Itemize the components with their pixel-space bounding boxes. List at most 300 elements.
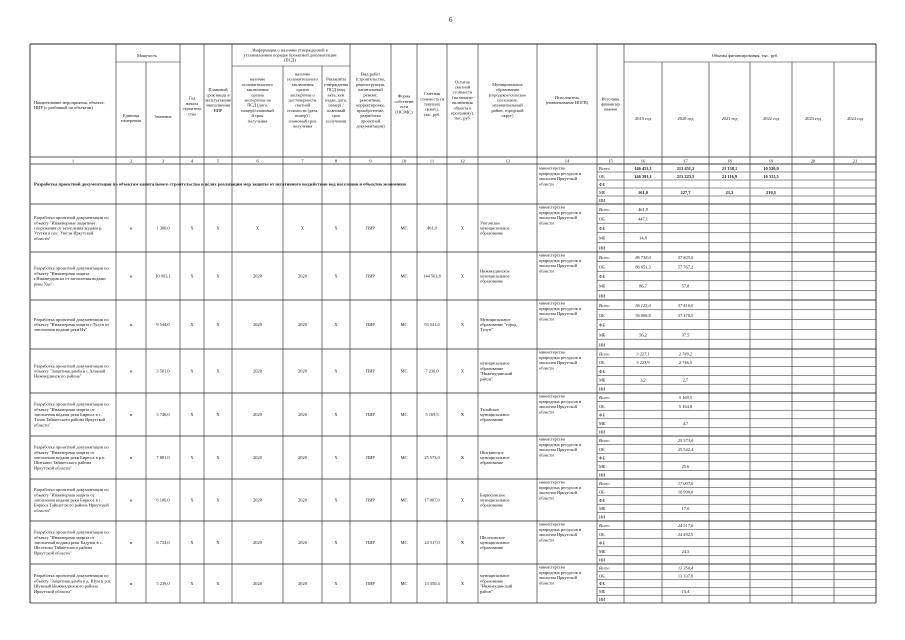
object-value: 6 734,0 — [156, 540, 170, 545]
object-psd-approval: Х — [334, 581, 338, 586]
object-executor: области — [539, 495, 554, 501]
object-municipality: Талайское — [480, 406, 500, 412]
col-number: 8 — [334, 158, 338, 164]
col-number: 10 — [401, 158, 407, 164]
object-municipality: Шиткинское — [480, 449, 504, 455]
header-plan-term: НИР — [213, 107, 223, 113]
funding-source: Всего — [599, 395, 610, 401]
funding-value: 2,7 — [682, 377, 689, 383]
funding-value: 24 517,0 — [677, 523, 694, 529]
funding-source: Всего — [599, 438, 610, 444]
object-psd-approval: Х — [334, 225, 338, 231]
funding-value: 17,0 — [681, 506, 690, 512]
object-balance: Х — [460, 368, 465, 374]
col-number: 5 — [216, 158, 220, 164]
object-municipality: образование — [480, 460, 504, 466]
object-psd-expertise: 2020 — [253, 581, 262, 586]
funding-value: 161,0 — [638, 189, 648, 195]
object-plan-term: Х — [216, 455, 220, 460]
object-psd-approval: Х — [334, 540, 338, 545]
object-executor: министерство — [539, 564, 565, 570]
object-executor: министерство — [539, 479, 565, 485]
header-estimate-cost: тыс. руб. — [423, 111, 441, 117]
object-name: затопления водами реки Бирюса в р.п. — [34, 455, 106, 460]
object-municipality: Шелеховское — [480, 534, 505, 540]
funding-value: 10 315,5 — [763, 173, 779, 179]
funding-value: 146 453,1 — [634, 165, 652, 171]
header-work-type: корректировка, — [356, 102, 385, 108]
funding-value: 213 223,5 — [676, 173, 695, 179]
header-executor: Исполнитель — [554, 94, 580, 100]
object-name: затопления водами реки Бирюса в с. — [34, 412, 102, 417]
object-name: Разработка проектной документации по — [34, 401, 109, 407]
object-municipality: район" — [480, 376, 493, 382]
header-psd-approval: ПСД (вид — [326, 87, 346, 93]
object-unit: м — [129, 368, 133, 374]
object-name: Иркутской области" — [34, 465, 72, 471]
object-ownership: МС — [400, 412, 408, 417]
funding-value: 25,6 — [681, 463, 690, 469]
object-unit: м — [129, 540, 133, 545]
section-title: Разработка проектной документации по объектам капитального строительства в целях реализации мер защиты от негативного воздействия вод населения и объектов экономики — [34, 181, 406, 187]
object-unit: м — [129, 497, 133, 503]
header-estimate-cost: текущих — [423, 101, 441, 107]
object-name: объекту "Инженерная защита от — [34, 449, 95, 455]
object-ownership: МС — [400, 273, 408, 279]
header-psd-expertise: заключения — [246, 87, 269, 93]
object-value: 7 881,0 — [156, 455, 170, 460]
object-name: объекту "Защитная дамба в д. Шум и р.п. — [34, 578, 112, 584]
funding-source: Всего — [599, 206, 610, 212]
funding-value: 24,5 — [681, 548, 690, 554]
object-municipality: образование — [480, 365, 504, 371]
funding-source: Всего — [599, 351, 610, 357]
object-executor: области — [539, 452, 554, 458]
object-estimate-cost: 144 563,8 — [423, 273, 441, 279]
object-municipality: муниципальное — [480, 412, 510, 417]
header-ownership: (ОС/МС) — [395, 109, 413, 115]
object-ownership: МС — [400, 497, 408, 503]
header-psd-estimate: номер) / — [294, 113, 311, 119]
object-unit: м — [129, 455, 133, 460]
object-municipality: Тулун" — [480, 327, 493, 333]
object-value: 3 746,0 — [156, 412, 170, 417]
col-number: 2 — [129, 158, 133, 164]
object-name: Иркутской области" — [34, 550, 72, 556]
object-estimate-cost: 13 350,4 — [424, 581, 440, 586]
header-funding: Объемы финансирования, тыс. руб. — [711, 53, 779, 58]
col-number: 15 — [608, 158, 613, 164]
object-estimate-cost: 461,9 — [427, 225, 437, 231]
header-unit: измерения — [121, 118, 141, 124]
funding-source: Всего — [599, 523, 610, 529]
object-plan-term: Х — [216, 581, 220, 586]
object-name: реки Уда" — [34, 281, 53, 287]
object-estimate-cost: 25 573,0 — [424, 455, 440, 460]
funding-source: МБ — [599, 377, 606, 383]
object-work-type: ПИР — [366, 273, 375, 279]
funding-source: Всего — [599, 303, 610, 309]
header-psd-estimate: получения — [292, 123, 313, 129]
object-estimate-cost: 24 517,0 — [424, 540, 440, 545]
object-estimate-cost: 5 169,5 — [425, 412, 439, 417]
object-psd-estimate: 2020 — [298, 273, 307, 279]
object-work-type: ПИР — [366, 581, 375, 586]
col-number: 3 — [161, 158, 165, 164]
object-balance: Х — [460, 497, 465, 503]
object-value: 1 300,0 — [156, 225, 170, 231]
object-executor: экологии Иркутской — [539, 404, 577, 410]
funding-source: ИИ — [599, 472, 606, 478]
object-executor: природных ресурсов и — [539, 484, 582, 490]
object-executor: природных ресурсов и — [539, 526, 582, 532]
object-balance: Х — [460, 225, 465, 231]
header-psd-expertise: положительного — [242, 81, 273, 87]
header-psd-expertise: экспертизы на — [244, 97, 271, 103]
funding-value: 2 746,5 — [678, 360, 693, 366]
header-psd-estimate: достоверности — [288, 97, 317, 103]
header-psd-expertise: наличие — [249, 76, 266, 82]
funding-source: ФБ — [599, 497, 605, 503]
object-plan-term: Х — [216, 540, 220, 545]
col-number: 1 — [71, 158, 75, 164]
object-year-start: Х — [190, 412, 194, 417]
object-year-start: Х — [190, 540, 194, 545]
funding-value: 461,9 — [638, 206, 648, 212]
object-name: области" — [34, 235, 51, 241]
object-name: Угутки в пос. Уюгэн Иркутской — [34, 230, 94, 236]
col-number: 20 — [810, 158, 816, 164]
funding-source: ИИ — [599, 429, 606, 435]
funding-source: ОБ — [599, 360, 605, 366]
object-executor: природных ресурсов и — [539, 209, 582, 215]
object-executor: экологии Иркутской — [539, 447, 577, 453]
object-name: области" — [34, 422, 51, 428]
object-psd-approval: Х — [334, 273, 338, 279]
funding-source: ИИ — [599, 293, 606, 299]
object-municipality: муниципальное — [480, 273, 510, 279]
funding-source: МБ — [599, 506, 606, 512]
header-psd-estimate: экспертизы о — [290, 92, 315, 98]
object-name: объекту "Защитная дамба в с.Алзамай — [34, 368, 106, 374]
funding-source: ОБ — [599, 446, 605, 452]
object-plan-term: Х — [216, 322, 220, 327]
funding-value: 10 520,0 — [763, 165, 779, 171]
object-name: Разработка проектной документации по — [34, 316, 109, 322]
funding-source: ФБ — [599, 181, 605, 187]
object-unit: м — [129, 412, 133, 417]
funding-source: МБ — [599, 189, 606, 195]
object-plan-term: Х — [216, 225, 220, 231]
header-unit: Единица — [122, 112, 140, 118]
section-executor: природных ресурсов и — [539, 170, 582, 176]
object-psd-approval: Х — [334, 455, 338, 460]
object-name: Нижнеудинского района" — [34, 373, 82, 379]
funding-source: Всего — [599, 254, 610, 260]
object-executor: природных ресурсов и — [539, 569, 582, 575]
funding-source: ОБ — [599, 573, 605, 579]
object-name: Разработка проектной документации по — [34, 363, 109, 369]
header-year: 2024 год — [847, 116, 863, 121]
funding-value: 37 416,0 — [677, 303, 694, 309]
funding-source: ИИ — [599, 245, 606, 251]
object-psd-expertise: 2020 — [253, 455, 262, 460]
object-name: Разработка проектной документации по — [34, 487, 109, 493]
funding-value: 4,7 — [682, 420, 689, 426]
object-psd-expertise: 2020 — [253, 368, 262, 374]
funding-value: 25 542,4 — [677, 446, 694, 452]
object-year-start: Х — [190, 322, 194, 327]
object-work-type: ПИР — [366, 455, 375, 460]
funding-source: ИИ — [599, 197, 606, 203]
header-estimate-cost: стоимость (в — [420, 96, 444, 102]
header-source: Источник — [601, 96, 620, 102]
funding-source: ИИ — [599, 557, 606, 563]
header-balance: объекта в — [453, 105, 472, 111]
col-number: 6 — [256, 158, 259, 164]
object-executor: области — [539, 268, 554, 274]
header-municipality: (городское/сельское — [488, 92, 527, 98]
header-plan-term: срок ввода в — [206, 92, 230, 98]
header-year-start: ства — [188, 111, 196, 117]
object-ownership: МС — [400, 581, 408, 586]
object-name: сооружения от затопления водами р. — [34, 225, 103, 231]
object-balance: Х — [460, 581, 465, 586]
col-number: 16 — [640, 158, 646, 164]
funding-value: 37,5 — [681, 332, 690, 338]
col-number: 12 — [460, 158, 465, 164]
object-municipality: муниципальное — [480, 573, 510, 579]
funding-source: ФБ — [599, 540, 605, 546]
header-balance: тыс. руб. — [454, 115, 471, 121]
funding-value: 56 125,0 — [635, 303, 651, 309]
object-municipality: муниципальное — [480, 540, 510, 545]
object-municipality: образование — [480, 502, 504, 508]
object-psd-approval: Х — [334, 368, 338, 374]
section-executor: министерство — [539, 165, 565, 171]
object-work-type: ПИР — [366, 368, 375, 374]
object-ownership: МС — [400, 225, 408, 231]
header-psd-expertise: ПСД (дата, — [247, 102, 268, 108]
object-psd-expertise: 2020 — [253, 322, 262, 327]
header-psd-expertise: й срок — [251, 113, 264, 119]
header-psd: установленном порядке проектной документации — [243, 52, 337, 58]
header-work-type: Вид работ — [360, 71, 381, 77]
object-psd-estimate: 2020 — [298, 497, 307, 503]
object-name: объекту "Инженерная защита — [34, 270, 90, 276]
object-executor: экологии Иркутской — [539, 360, 577, 366]
header-year-start: Год — [188, 95, 196, 101]
object-psd-estimate: 2020 — [298, 412, 307, 417]
header-psd-estimate: сметной — [294, 102, 311, 108]
funding-value: 13 350,4 — [677, 565, 694, 571]
funding-value: 25 573,0 — [677, 438, 694, 444]
object-unit: м — [129, 273, 133, 279]
header-power: Мощность — [137, 53, 157, 58]
object-executor: экологии Иркутской — [539, 532, 577, 538]
funding-source: ОБ — [599, 531, 605, 537]
object-name: Разработка проектной документации по — [34, 444, 109, 450]
object-year-start: Х — [190, 368, 194, 374]
object-name: г.Нижнеудинска от затопления водами — [34, 276, 106, 282]
header-psd-estimate: наличие — [294, 71, 311, 77]
header-municipality: район, городской — [491, 107, 524, 113]
object-executor: области — [539, 365, 554, 371]
object-psd-expertise: 2020 — [253, 273, 262, 279]
header-psd-approval: плановый — [326, 107, 346, 113]
object-executor: министерство — [539, 436, 565, 442]
funding-source: ИИ — [599, 596, 606, 602]
object-value: 6 100,0 — [156, 497, 170, 503]
object-municipality: образование — [480, 230, 504, 236]
object-executor: экологии Иркутской — [539, 311, 577, 317]
funding-source: ОБ — [599, 216, 605, 222]
object-name: Шиткино Тайшетского района — [34, 460, 92, 466]
header-work-type: капитальный — [358, 87, 383, 93]
col-number: 14 — [564, 158, 570, 164]
header-year-start: начала — [185, 100, 199, 106]
object-municipality: Бирюсинское — [480, 492, 506, 498]
header-psd: Информация о наличии утвержденной в — [252, 47, 328, 53]
funding-source: ИИ — [599, 342, 606, 348]
object-executor: экологии Иркутской — [539, 215, 577, 221]
object-executor: области — [539, 220, 554, 226]
object-unit: м — [129, 581, 133, 586]
header-year: 2021 год — [721, 116, 738, 121]
col-number: 13 — [505, 158, 510, 164]
header-work-type: приобретение, — [356, 107, 385, 113]
funding-source: ФБ — [599, 274, 605, 280]
funding-value: 56 068,8 — [635, 312, 651, 318]
header-work-type: документации) — [356, 123, 385, 129]
object-work-type: ПИР — [366, 540, 375, 545]
object-name: Шелехово Тайшетского района — [34, 545, 93, 551]
funding-value: 213 451,2 — [676, 165, 695, 171]
object-municipality: "Нижнеудинский — [480, 583, 513, 589]
object-municipality: район" — [480, 588, 493, 594]
object-municipality: "Нижнеудинский — [480, 371, 513, 377]
header-municipality: муниципальный — [492, 102, 523, 108]
object-name: объекту "Инженерная защита от — [34, 406, 95, 412]
header-executor: (наименование ИОГВ) — [545, 100, 589, 106]
funding-value: 227,7 — [680, 189, 691, 195]
object-executor: министерство — [539, 521, 565, 527]
header-psd-approval: Реквизиты — [326, 76, 346, 82]
object-estimate-cost: 93 541,0 — [424, 322, 440, 327]
object-psd-approval: Х — [334, 497, 338, 503]
header-balance: включения — [452, 100, 473, 106]
funding-source: ФБ — [599, 412, 605, 418]
header-balance: Остаток — [454, 79, 471, 85]
header-name: НИР (с разбивкой по объектам) — [34, 105, 93, 111]
funding-value: 5 169,5 — [678, 395, 693, 401]
object-executor: министерство — [539, 300, 565, 306]
object-municipality: Муниципальное — [480, 316, 511, 322]
funding-value: 13 337,0 — [677, 573, 694, 579]
header-balance: сметной — [454, 84, 471, 90]
header-source: ования — [604, 106, 617, 112]
object-municipality: образование — [480, 417, 504, 423]
header-psd-approval: утверждения — [323, 81, 349, 87]
header-year: 2022 год — [763, 116, 779, 121]
funding-source: Всего — [599, 565, 610, 571]
object-work-type: ПИР — [366, 497, 375, 503]
object-plan-term: Х — [216, 273, 220, 279]
header-balance: (на момент — [452, 94, 473, 100]
funding-source: ОБ — [599, 173, 605, 179]
header-psd-estimate: стоимости (дата, — [286, 107, 319, 113]
funding-source: ОБ — [599, 312, 605, 318]
object-balance: Х — [460, 322, 465, 327]
header-work-type: реконструкция, — [356, 81, 385, 87]
object-executor: области — [539, 580, 554, 586]
funding-value: 210,5 — [766, 189, 776, 195]
header-plan-term: Плановый — [208, 87, 228, 93]
header-plan-term: /выполнения — [206, 102, 230, 108]
object-psd-expertise: 2020 — [253, 540, 262, 545]
object-name: Шумный Нижнеудинского района — [34, 583, 98, 589]
funding-value: 447,1 — [638, 216, 648, 222]
header-ownership: ости — [399, 104, 409, 110]
object-psd-expertise: Х — [255, 225, 260, 231]
object-unit: м — [129, 225, 133, 231]
header-psd-expertise: получения — [247, 118, 268, 124]
header-year: 2023 год — [805, 116, 821, 121]
header-psd-approval: акта, кем — [327, 92, 345, 98]
funding-source: ФБ — [599, 455, 605, 461]
funding-value: 21 138,1 — [721, 165, 738, 171]
funding-value: 13,4 — [681, 589, 690, 595]
object-name: Разработка проектной документации по — [34, 573, 109, 579]
funding-value: 3,2 — [640, 377, 646, 383]
col-number: 19 — [768, 158, 774, 164]
object-name: области" — [34, 507, 51, 513]
object-work-type: ПИР — [366, 412, 375, 417]
object-plan-term: Х — [216, 368, 220, 374]
funding-value: 21,2 — [725, 189, 734, 195]
object-balance: Х — [460, 412, 465, 417]
funding-source: ОБ — [599, 264, 605, 270]
object-ownership: МС — [400, 368, 408, 374]
object-value: 5 239,0 — [156, 581, 170, 586]
object-balance: Х — [460, 540, 465, 545]
object-municipality: Уюгэнское — [480, 220, 501, 226]
funding-value: 17 007,0 — [677, 481, 694, 487]
header-work-type: ремонт, — [363, 92, 378, 98]
object-psd-expertise: 2020 — [253, 412, 262, 417]
header-value: Значение — [154, 114, 172, 119]
funding-source: Всего — [599, 165, 610, 171]
col-number: 11 — [429, 158, 435, 164]
funding-source: ОБ — [599, 403, 605, 409]
funding-value: 57,8 — [681, 283, 690, 289]
funding-source: МБ — [599, 463, 606, 469]
header-plan-term: эксплуатацию — [204, 97, 232, 103]
object-executor: природных ресурсов и — [539, 441, 582, 447]
object-municipality: муниципальное — [480, 497, 510, 503]
funding-value: 3 223,9 — [636, 360, 650, 366]
funding-source: ОБ — [599, 489, 605, 495]
header-psd-estimate: органа — [296, 87, 309, 93]
funding-source: ИИ — [599, 386, 606, 392]
funding-value: 146 391,1 — [634, 173, 652, 179]
object-name: Талая Тайшетского района Иркутской — [34, 417, 106, 423]
object-psd-expertise: 2020 — [253, 497, 262, 503]
object-name: объекту "Инженерная защита г.Тулун от — [34, 322, 110, 327]
object-municipality: образование — [480, 545, 504, 551]
col-number: 18 — [727, 158, 732, 164]
object-psd-estimate: Х — [300, 225, 305, 231]
